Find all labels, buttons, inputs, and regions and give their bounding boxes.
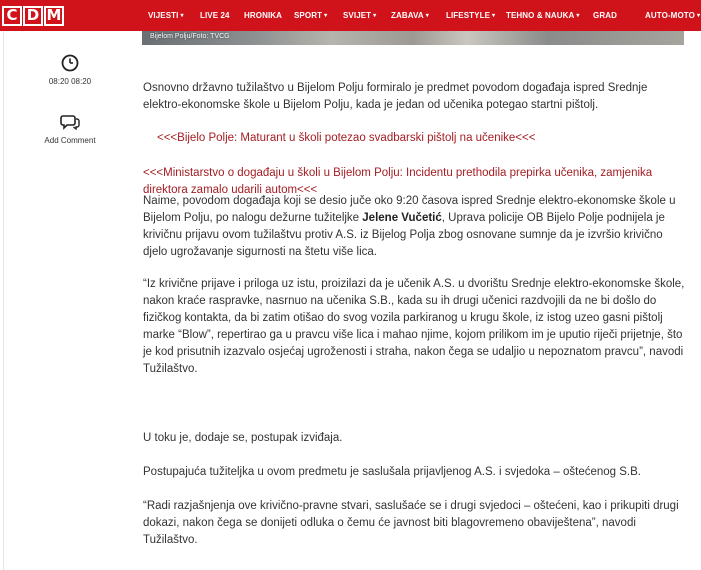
publish-time	[0, 54, 140, 86]
hero-caption: Bijelom Polju/Foto: TVCG	[150, 33, 230, 40]
article-paragraph: Postupajuća tužiteljka u ovom predmetu je saslušala prijavljenog A.S. i svjedoka – oštećenog S.B.	[143, 466, 641, 478]
article-paragraph: Naime, povodom događaja koji se desio juče oko 9:20 časova ispred Srednje elektro-ekonomske škole u Bijelom Polju, po nalogu dežurne tužiteljke Jelene Vučetić, Uprava policije OB Bijelo Polje podnijela je krivičnu prijavu ovom tužilaštvu protiv A.S. iz Bijelog Polja zbog osnovane sumnje da je izvršio krivično djelo ugrožavanje sigurnosti na štetu više lica.	[143, 195, 676, 258]
nav-item-live24[interactable]: LIVE 24	[200, 11, 230, 20]
nav-item-tehno-nauka[interactable]: TEHNO & NAUKA ▾	[506, 11, 580, 20]
cdm-logo[interactable]	[0, 0, 70, 31]
publish-time-text: 08:20 08:20	[48, 77, 92, 86]
add-comment-label: Add Comment	[44, 136, 96, 145]
logo-letter: C	[2, 6, 22, 26]
caret-down-icon: ▾	[425, 13, 429, 19]
related-article-link[interactable]: <<<Bijelo Polje: Maturant u školi potezao svadbarski pištolj na učenike<<<	[157, 132, 536, 144]
nav-item-sport[interactable]: SPORT ▾	[294, 11, 328, 20]
nav-item-svijet[interactable]: SVIJET ▾	[343, 11, 377, 20]
related-article-link[interactable]: <<<Ministarstvo o događaju u školi u Bijelom Polju: Incidentu prethodila prepirka učenika, zamjenika direktora zamalo udarili autom<<<	[143, 167, 653, 196]
nav-item-zabava[interactable]: ZABAVA ▾	[391, 11, 429, 20]
caret-down-icon: ▾	[492, 13, 496, 19]
article-quote-paragraph: “Radi razjašnjenja ove krivično-pravne stvari, saslušaće se i drugi svjedoci – oštećeni, kao i prikupiti drugi dokazi, nakon čega se donijeti odluka o čemu će javnost biti blagovremeno obaviještena”, navodi Tužilaštvo.	[143, 500, 679, 546]
logo-letter: M	[44, 6, 64, 26]
caret-down-icon: ▾	[696, 13, 701, 19]
caret-down-icon: ▾	[180, 13, 184, 19]
caret-down-icon: ▾	[576, 13, 580, 19]
top-navigation-bar	[0, 0, 701, 31]
logo-letter: D	[23, 6, 43, 26]
prosecutor-name: Jelene Vučetić	[362, 212, 442, 224]
nav-item-lifestyle[interactable]: LIFESTYLE ▾	[446, 11, 496, 20]
nav-item-auto-moto[interactable]: AUTO-MOTO ▾	[645, 11, 701, 20]
article-paragraph: U toku je, dodaje se, postupak izviđaja.	[143, 432, 343, 444]
column-divider	[3, 31, 4, 570]
nav-item-grad[interactable]: GRAD	[593, 11, 617, 20]
caret-down-icon: ▾	[324, 13, 328, 19]
add-comment-button[interactable]	[0, 114, 140, 145]
caret-down-icon: ▾	[373, 13, 377, 19]
nav-item-hronika[interactable]: HRONIKA	[244, 11, 283, 20]
nav-item-vijesti[interactable]: VIJESTI ▾	[148, 11, 184, 20]
comment-icon	[0, 114, 140, 130]
clock-icon	[0, 54, 140, 72]
article-quote-paragraph: “Iz krivične prijave i priloga uz istu, proizilazi da je učenik A.S. u dvorištu Srednje elektro-ekonomske škole, nakon kraće raspravke, nasrnuo na učenika S.B., kada su ih drugi učenici razdvojili da ne bi došlo do fizičkog kontakta, da bi zatim otišao do svog vozila parkiranog u krugu škole, iz istog uzeo gasni pištolj marke “Blow”, repertirao ga u pravcu više lica i mahao njime, kojom prilikom im je uputio riječi prijetnje, što je kod prisutnih izazvalo osjećaj ugroženosti i straha, nakon čega se udaljio u nepoznatom pravcu”, navodi Tužilaštvo.	[143, 278, 685, 375]
article-paragraph: Osnovno državno tužilaštvo u Bijelom Polju formiralo je predmet povodom događaja ispred Srednje elektro-ekonomske škole u Bijelom Polju, kada je jedan od učenika potegao startni pištolj.	[143, 82, 648, 111]
